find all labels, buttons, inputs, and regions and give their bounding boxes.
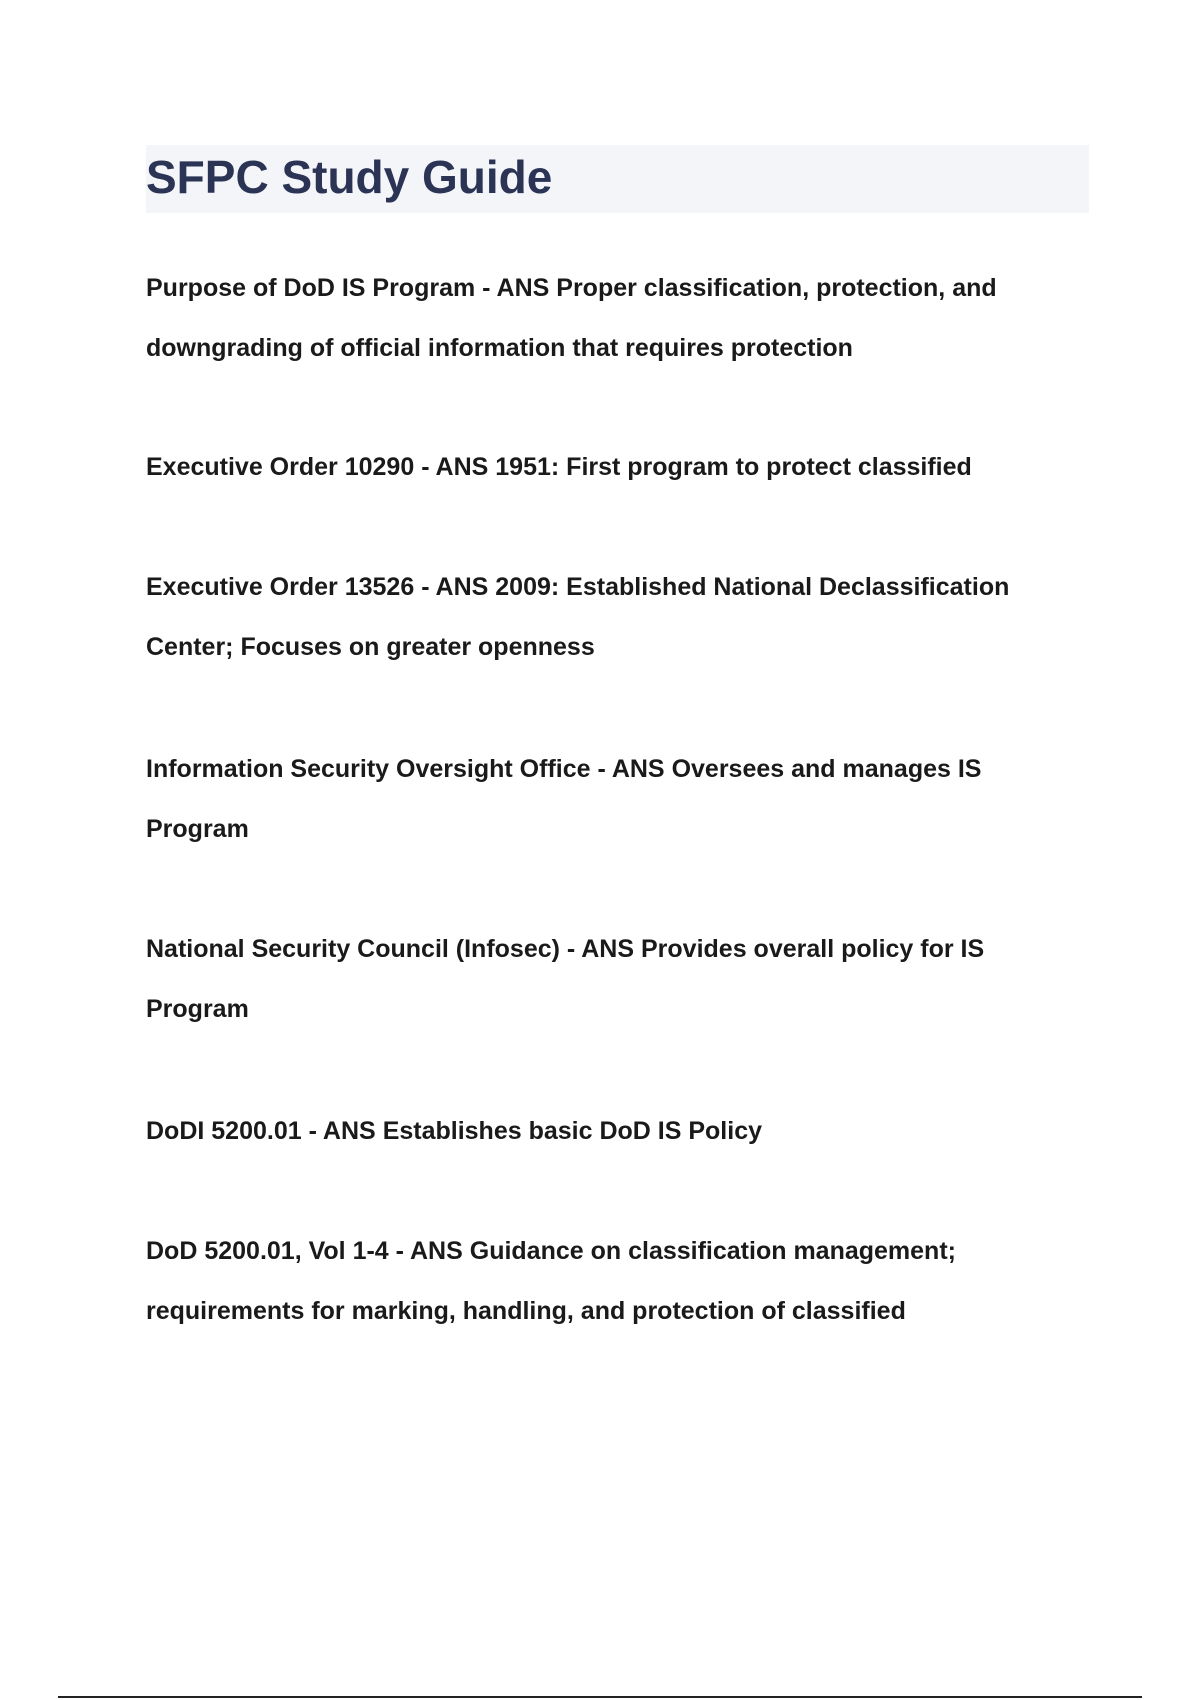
study-entry (146, 1101, 1086, 1161)
entry-separator: - ANS (482, 274, 550, 302)
entry-term: Purpose of DoD IS Program (146, 274, 476, 302)
entry-term: DoDI 5200.01 (146, 1117, 302, 1145)
entry-separator: - ANS (395, 1237, 463, 1265)
entry-answer: Provides overall policy for IS Program (146, 935, 985, 1023)
study-entry (146, 739, 1086, 859)
study-entry (146, 437, 1086, 497)
page-title: SFPC Study Guide (146, 151, 553, 203)
study-entry (146, 1221, 1086, 1341)
entry-separator: - ANS (421, 573, 489, 601)
entry-answer: 1951: First program to protect classified (495, 453, 972, 481)
study-entry (146, 557, 1086, 677)
entry-term: Executive Order 10290 (146, 453, 415, 481)
title-band (146, 145, 1089, 213)
entry-separator: - ANS (308, 1117, 376, 1145)
entry-term: Executive Order 13526 (146, 573, 415, 601)
entry-separator: - ANS (421, 453, 489, 481)
entry-answer: Guidance on classification management; requirements for marking, handling, and protection of classified (146, 1237, 956, 1325)
study-entry (146, 258, 1086, 378)
entry-term: DoD 5200.01, Vol 1-4 (146, 1237, 389, 1265)
entry-separator: - ANS (566, 935, 635, 963)
entry-answer: Oversees and manages IS Program (146, 755, 982, 843)
entry-term: National Security Council (Infosec) (146, 935, 560, 963)
study-entry (146, 919, 1086, 1039)
study-entries (146, 258, 1086, 1341)
entry-answer: Establishes basic DoD IS Policy (382, 1117, 762, 1145)
entry-answer: Proper classification, protection, and downgrading of official information that requires protection (146, 274, 997, 362)
entry-answer: 2009: Established National Declassification Center; Focuses on greater openness (146, 573, 1010, 661)
entry-term: Information Security Oversight Office (146, 755, 591, 783)
footer-divider (58, 1696, 1142, 1698)
entry-separator: - ANS (597, 755, 665, 783)
